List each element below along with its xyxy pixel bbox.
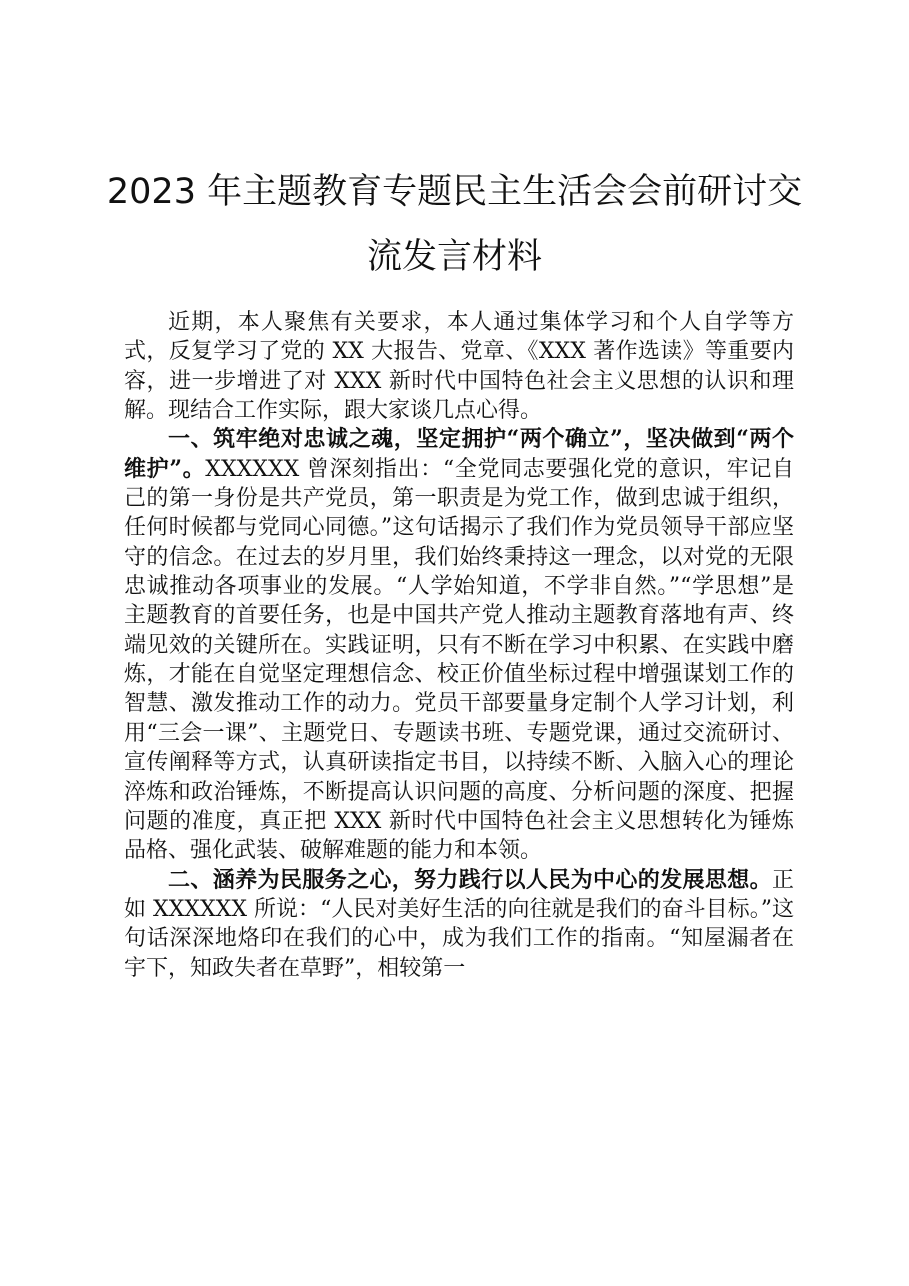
section-1-heading: 一、筑牢绝对忠诚之魂，坚定拥护“两个确立”，坚决做到“两个维护”。 [124, 426, 794, 482]
paragraph-section-2 [124, 866, 794, 983]
document-body [124, 308, 794, 983]
paragraph-intro [124, 308, 794, 425]
document-title-line-2: 流发言材料 [366, 237, 542, 277]
paragraph-intro-text: 近期，本人聚焦有关要求，本人通过集体学习和个人自学等方式，反复学习了党的 XX 大报告、党章、《XXX 著作选读》等重要内容，进一步增进了对 XXX 新时代中国特色社会主义思想的认识和理解。现结合工作实际，跟大家谈几点心得。 [124, 310, 794, 424]
section-1-text: XXXXXX 曾深刻指出：“全党同志要强化党的意识，牢记自己的第一身份是共产党员，第一职责是为党工作，做到忠诚于组织，任何时候都与党同心同德。”这句话揭示了我们作为党员领导干部应坚守的信念。在过去的岁月里，我们始终秉持这一理念，以对党的无限忠诚推动各项事业的发展。“人学始知道，不学非自然。”“学思想”是主题教育的首要任务，也是中国共产党人推动主题教育落地有声、终端见效的关键所在。实践证明，只有不断在学习中积累、在实践中磨炼，才能在自觉坚定理想信念、校正价值坐标过程中增强谋划工作的智慧、激发推动工作的动力。党员干部要量身定制个人学习计划，利用“三会一课”、主题党日、专题读书班、专题党课，通过交流研讨、宣传阐释等方式，认真研读指定书目，以持续不断、入脑入心的理论淬炼和政治锤炼，不断提高认识问题的高度、分析问题的深度、把握问题的准度，真正把 XXX 新时代中国特色社会主义思想转化为锤炼品格、强化武装、破解难题的能力和本领。 [124, 456, 795, 864]
document-title-line-1: 2023 年主题教育专题民主生活会会前研讨交 [106, 172, 803, 212]
section-2-heading: 二、涵养为民服务之心，努力践行以人民为中心的发展思想。 [168, 866, 772, 893]
section-2-text: 正如 XXXXXX 所说：“人民对美好生活的向往就是我们的奋斗目标。”这句话深深地烙印在我们的心中，成为我们工作的指南。“知屋漏者在宇下，知政失者在草野”，相较第一 [124, 867, 794, 981]
paragraph-section-1 [124, 425, 794, 865]
